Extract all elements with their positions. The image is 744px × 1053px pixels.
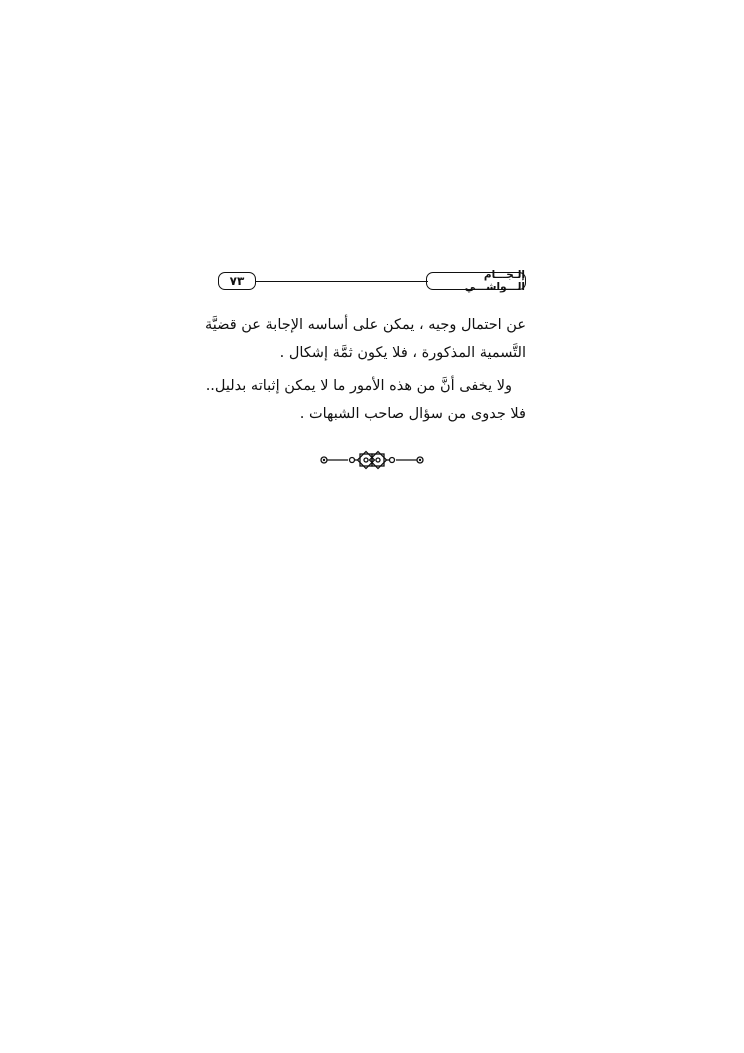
- decorative-flourish-icon: [318, 450, 426, 470]
- running-header: [218, 269, 526, 293]
- paragraph-2: [205, 372, 526, 428]
- page-number: ٧٣: [229, 274, 245, 288]
- book-title: إلـجـــام الـــواشـــي: [464, 269, 525, 293]
- paragraph-line: ولا يخفى أنَّ من هذه الأمور ما لا يمكن إثباته بدليل..: [205, 378, 512, 394]
- header-rule: [256, 281, 428, 282]
- page-number-box: [218, 272, 256, 290]
- book-title-box: [426, 269, 526, 293]
- paragraph-line: التَّسمية المذكورة ، فلا يكون ثمَّة إشكال .: [279, 345, 526, 361]
- paragraph-line: فلا جدوى من سؤال صاحب الشبهات .: [299, 406, 526, 422]
- paragraph-line: عن احتمال وجيه ، يمكن على أساسه الإجابة عن قضيَّة: [204, 317, 526, 333]
- paragraph-1: [204, 311, 526, 367]
